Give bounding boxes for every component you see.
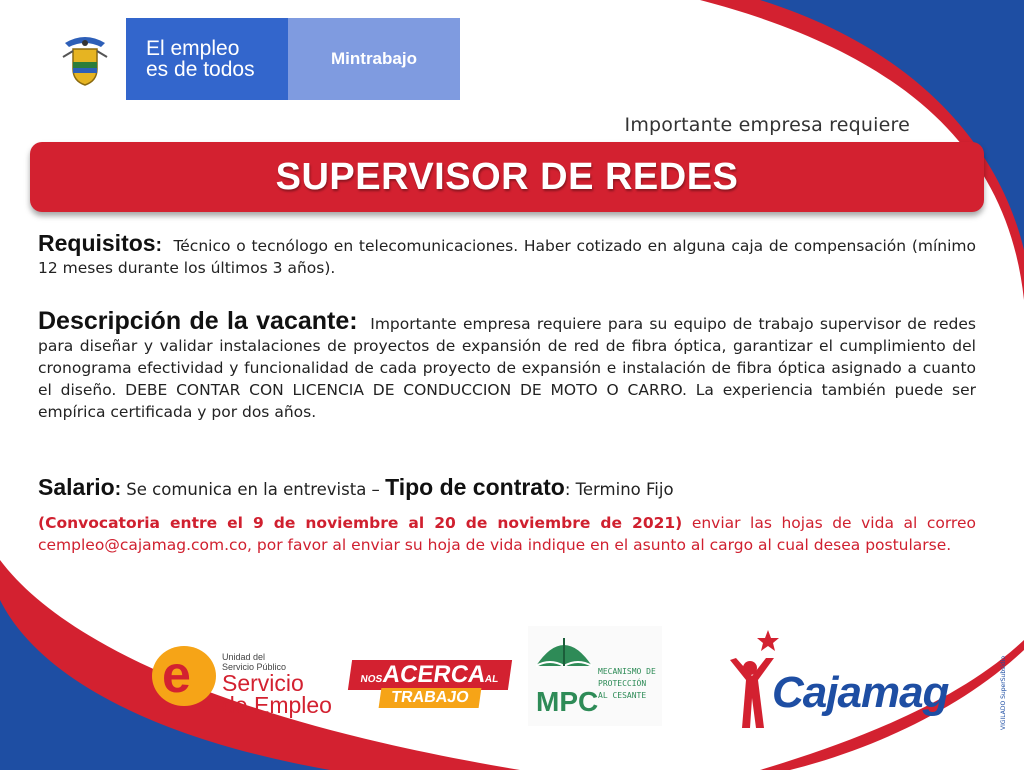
convocatoria-dates: (Convocatoria entre el 9 de noviembre al 20 de noviembre de 2021) <box>38 514 683 532</box>
contrato-colon: : <box>564 480 571 499</box>
nos-prefix: NOS <box>359 674 383 685</box>
nos-acerca-logo <box>350 660 510 710</box>
vigilado-label: VIGILADO SuperSubsidio <box>1000 655 1007 730</box>
page-title: SUPERVISOR DE REDES <box>275 155 739 198</box>
servicio-empleo-text <box>222 652 332 716</box>
requisitos-section <box>38 232 976 279</box>
title-banner <box>30 142 984 212</box>
nos-suffix: AL <box>484 674 499 685</box>
mpc-desc-1: MECANISMO DE <box>598 667 656 676</box>
descripcion-colon: : <box>349 307 358 335</box>
salario-colon: : <box>114 479 122 500</box>
contrato-text: Termino Fijo <box>575 480 674 499</box>
coat-of-arms-icon <box>44 18 126 100</box>
mpc-letters: MPC <box>536 686 599 717</box>
requisitos-text: Técnico o tecnólogo en telecomunicaciones. Haber cotizado en alguna caja de compensación (mínimo 12 meses durante los últimos 3 años). <box>38 237 976 277</box>
requisitos-label: Requisitos <box>38 230 156 256</box>
salario-label: Salario <box>38 474 115 500</box>
descripcion-section <box>38 307 976 423</box>
convocatoria-text: enviar las hojas de vida al correo cempleo@cajamag.com.co, por favor al enviar su hoja de vida indique en el asunto al cargo al cual desea postularse. <box>38 514 976 554</box>
gov-slogan-line1: El empleo <box>146 37 240 60</box>
ministry-label: Mintrabajo <box>288 18 460 100</box>
mpc-description <box>598 666 656 702</box>
descripcion-text: Importante empresa requiere para su equipo de trabajo supervisor de redes para diseñar y validar instalaciones de proyectos de expansión de red de fibra óptica, garantizar el cumplimiento del cronograma efectividad y funcionalidad de cada proyecto de expansión e instalación de fibra óptica asignado a cuanto el diseño. DEBE CONTAR CON LICENCIA DE CONDUCCION DE MOTO O CARRO. La experiencia también puede ser empírica certificada y por dos años. <box>38 315 976 421</box>
se-line-2: de Empleo <box>222 692 332 718</box>
svg-text:e: e <box>162 646 191 704</box>
government-header <box>44 18 460 100</box>
gov-slogan-line2: es de todos <box>146 58 255 81</box>
cajamag-logo-text: Cajamag <box>772 668 949 717</box>
salario-section <box>38 476 976 501</box>
se-small-2: Servicio Público <box>222 662 287 672</box>
subtitle: Importante empresa requiere <box>624 114 910 136</box>
convocatoria-note <box>38 512 976 556</box>
contrato-label: Tipo de contrato <box>385 474 565 500</box>
nos-main-word: ACERCA <box>381 661 488 688</box>
nos-acerca-main <box>348 660 512 690</box>
salario-text: Se comunica en la entrevista – <box>126 480 380 499</box>
gov-slogan <box>126 18 288 100</box>
requisitos-colon: : <box>155 235 162 256</box>
umbrella-icon <box>534 630 594 680</box>
mpc-desc-2: PROTECCIÓN <box>598 679 647 688</box>
servicio-empleo-logo-icon <box>148 640 222 710</box>
se-small-1: Unidad del <box>222 652 266 662</box>
mpc-desc-3: AL CESANTE <box>598 691 647 700</box>
descripcion-label: Descripción de la vacante <box>38 307 350 335</box>
nos-acerca-sub: TRABAJO <box>379 688 482 708</box>
se-line-1: Servicio <box>222 670 304 696</box>
mpc-logo <box>528 626 662 726</box>
